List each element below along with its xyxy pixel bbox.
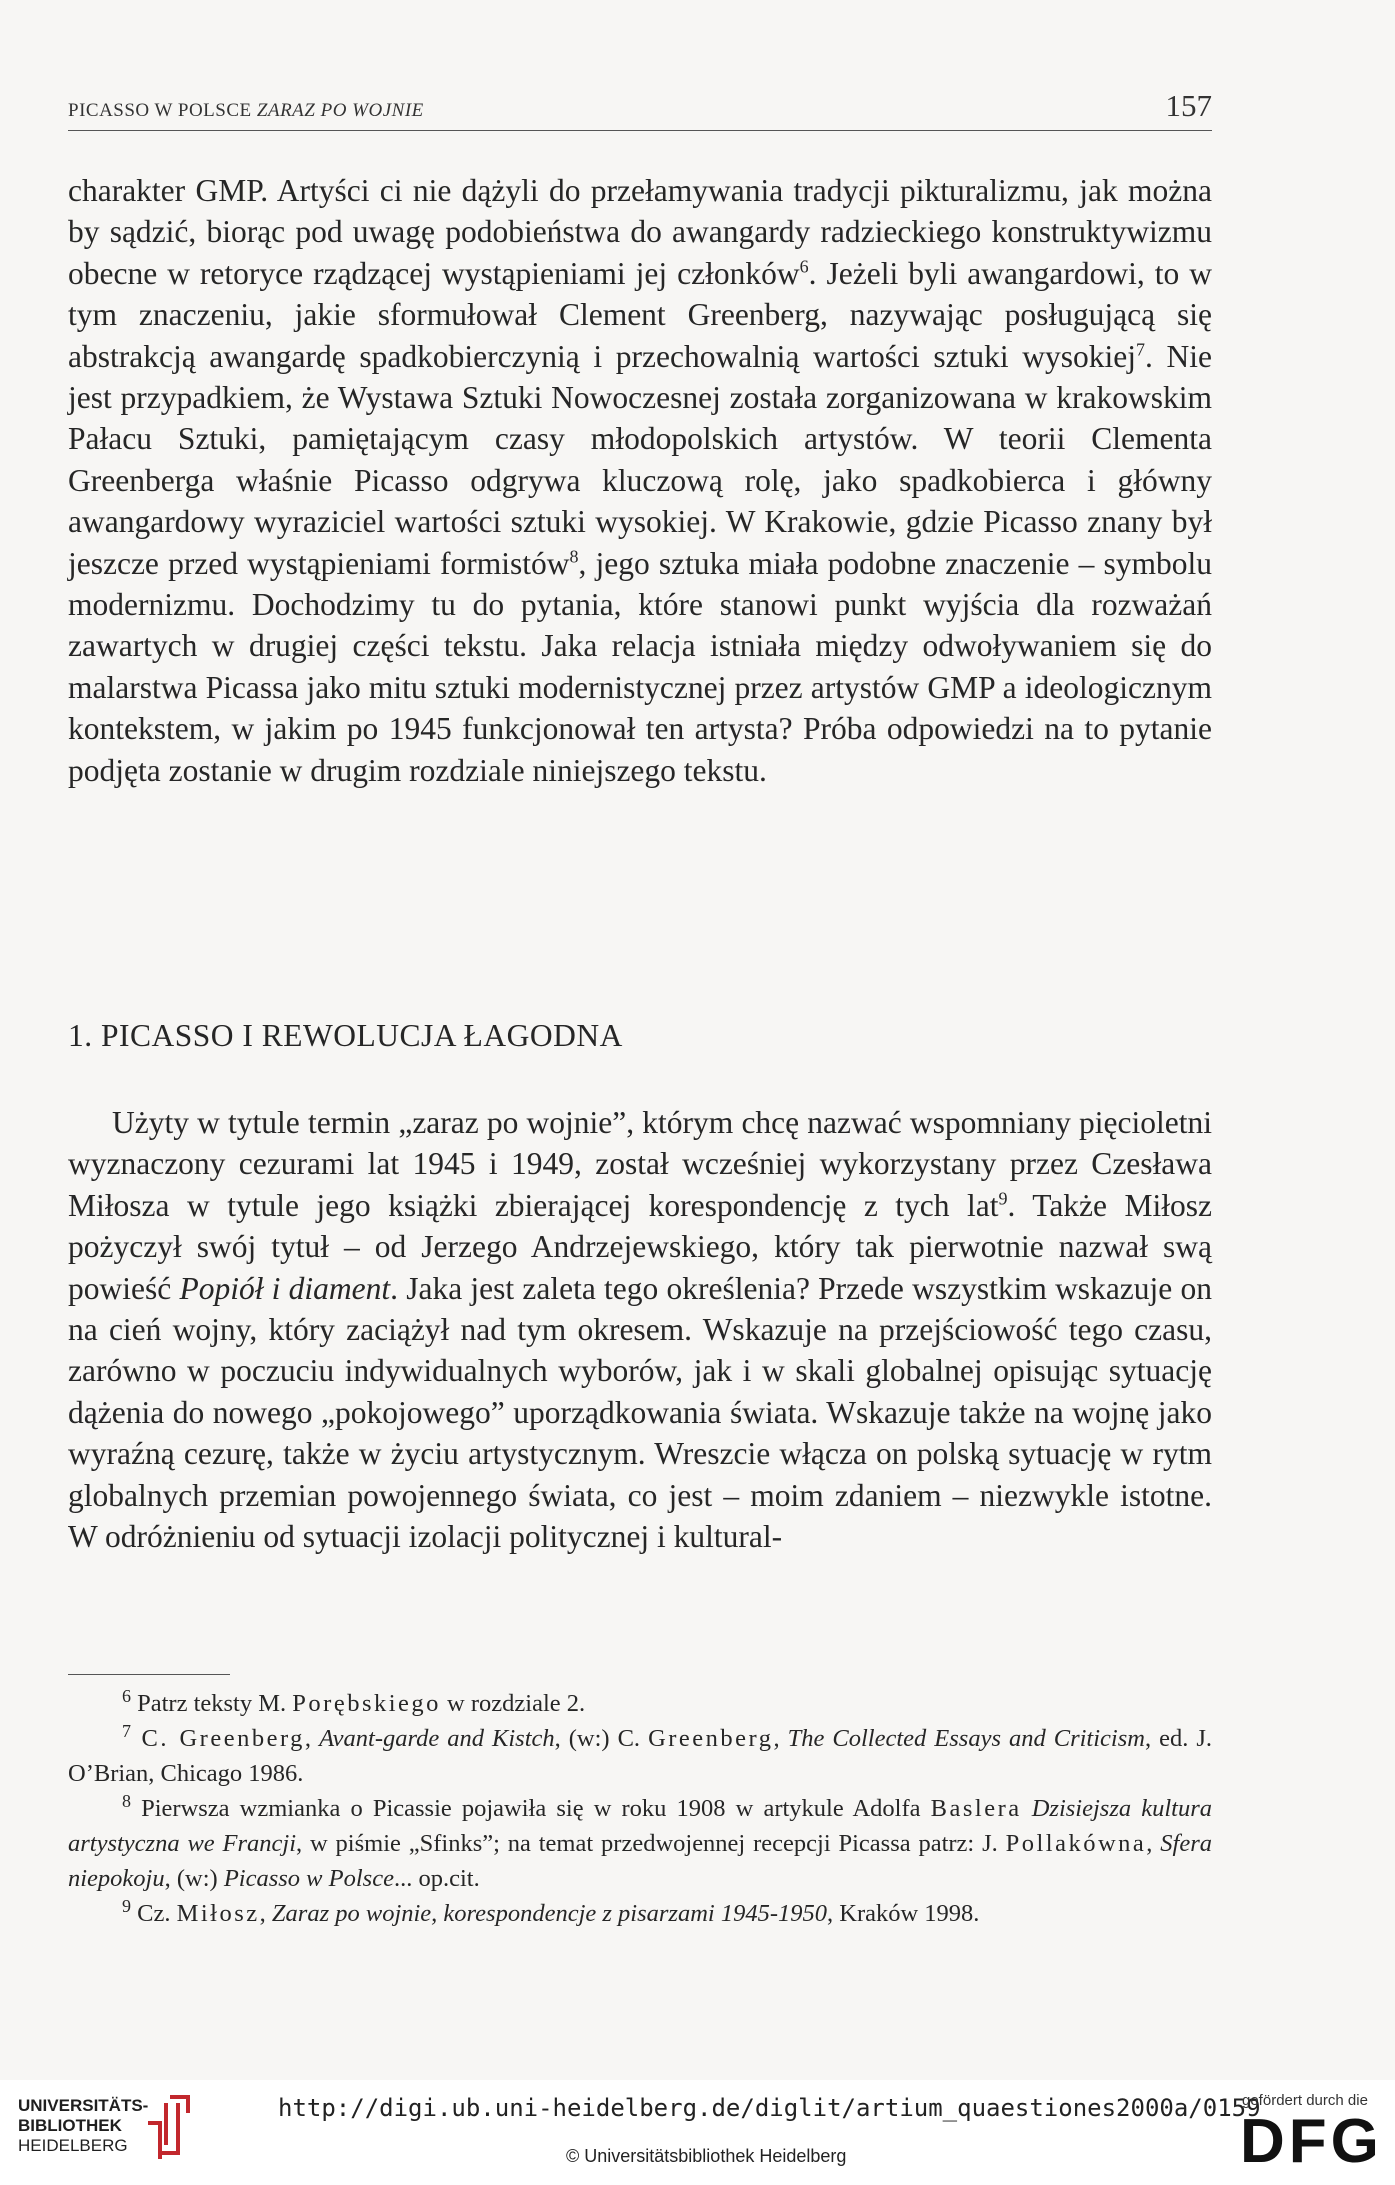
footnote-7: $^7$ C. Greenberg, Avant-garde and Kistch, (w:) C. Greenberg, The Collected Essays and Criticism, ed. J. O’Brian, Chicago 1986. — [68, 1720, 1212, 1787]
running-header — [68, 86, 1212, 131]
library-logo-icon — [140, 2093, 198, 2163]
page-number: 157 — [1165, 88, 1212, 123]
funding-note: gefördert durch die — [1242, 2092, 1368, 2109]
footnote-ref-9[interactable]: 9 — [998, 1188, 1008, 1209]
footnote-6: $^6$ Patrz teksty M. Porębskiego w rozdziale 2. — [122, 1685, 586, 1717]
body-text — [68, 170, 1212, 791]
footnotes — [68, 1686, 1212, 1931]
paragraph-2: Użyty w tytule termin „zaraz po wojnie”, którym chcę nazwać wspomniany pięcioletni wyznaczony cezurami lat 1945 i 1949, został wcześniej wykorzystany przez Czesława Miłosza w tytule jego książki zbierającej korespondencję z tych lat$^9$. Także Miłosz pożyczył swój tytuł – od Jerzego Andrzejewskiego, który tak pierwotnie nazwał swą powieść Popiół i diament. Jaka jest zaleta tego określenia? Przede wszystkim wskazuje on na cień wojny, który zaciążył nad tym okresem. Wskazuje na przejściowość tego czasu, zarówno w poczuciu indywidualnych wyborów, jak i w skali globalnej opisując sytuację dążenia do nowego „pokojowego” uporządkowania świata. Wskazuje także na wojnę jako wyraźną cezurę, także w życiu artystycznym. Wreszcie włącza on polską sytuację w rytm globalnych przemian powojennego świata, co jest – moim zdaniem – niezwykle istotne. W odróżnieniu od sytuacji izolacji politycznej i kultural- — [68, 1105, 1213, 1555]
body-text-section-1 — [68, 1102, 1212, 1557]
section-heading: 1. PICASSO I REWOLUCJA ŁAGODNA — [68, 1018, 623, 1053]
footnote-ref-7[interactable]: 7 — [1136, 339, 1146, 360]
running-title: PICASSO W POLSCE ZARAZ PO WOJNIE — [68, 100, 424, 121]
book-title: Popiół i diament — [179, 1270, 391, 1306]
copyright-notice: © Universitätsbibliothek Heidelberg — [566, 2146, 847, 2166]
library-logo-text: UNIVERSITÄTS- BIBLIOTHEK HEIDELBERG — [18, 2096, 149, 2155]
paragraph-1: charakter GMP. Artyści ci nie dążyli do przełamywania tradycji pikturalizmu, jak można by sądzić, biorąc pod uwagę podobieństwa do awangardy radzieckiego konstruktywizmu obecne w retoryce rządzącej wystąpieniami jej członków$^6$. Jeżeli byli awangardowi, to w tym znaczeniu, jakie sformułował Clement Greenberg, nazywając posługującą się abstrakcją awangardę spadkobierczynią i przechowalnią wartości sztuki wysokiej$^7$. Nie jest przypadkiem, że Wystawa Sztuki Nowoczesnej została zorganizowana w krakowskim Pałacu Sztuki, pamiętającym czasy młodopolskich artystów. W teorii Clementa Greenberga właśnie Picasso odgrywa kluczową rolę, jako spadkobierca i główny awangardowy wyraziciel wartości sztuki wysokiej. W Krakowie, gdzie Picasso znany był jeszcze przed wystąpieniami formistów$^8$, jego sztuka miała podobne znaczenie – symbolu modernizmu. Dochodzimy tu do pytania, które stanowi punkt wyjścia dla rozważań zawartych w drugiej części tekstu. Jaka relacja istniała między odwoływaniem się do malarstwa Picassa jako mitu sztuki modernistycznej przez artystów GMP a ideologicznym kontekstem, w jakim po 1945 funkcjonował ten artysta? Próba odpowiedzi na to pytanie podjęta zostanie w drugim rozdziale niniejszego tekstu. — [68, 173, 1213, 788]
dfg-logo: DFG — [1240, 2107, 1383, 2176]
footnote-8: $^8$ Pierwsza wzmianka o Picassie pojawiła się w roku 1908 w artykule Adolfa Baslera Dzisiejsza kultura artystyczna we Francji, w piśmie „Sfinks”; na temat przedwojennej recepcji Picassa patrz: J. Pollakówna, Sfera niepokoju, (w:) Picasso w Polsce... op.cit. — [68, 1790, 1212, 1892]
footnote-ref-6[interactable]: 6 — [799, 256, 809, 277]
permalink-url[interactable]: http://digi.ub.uni-heidelberg.de/diglit/artium_quaestiones2000a/0159 — [278, 2094, 1261, 2122]
footnote-9: $^9$ Cz. Miłosz, Zaraz po wojnie, korespondencje z pisarzami 1945-1950, Kraków 1998. — [122, 1895, 980, 1927]
footnote-divider — [68, 1674, 230, 1675]
footnote-ref-8[interactable]: 8 — [569, 546, 579, 567]
